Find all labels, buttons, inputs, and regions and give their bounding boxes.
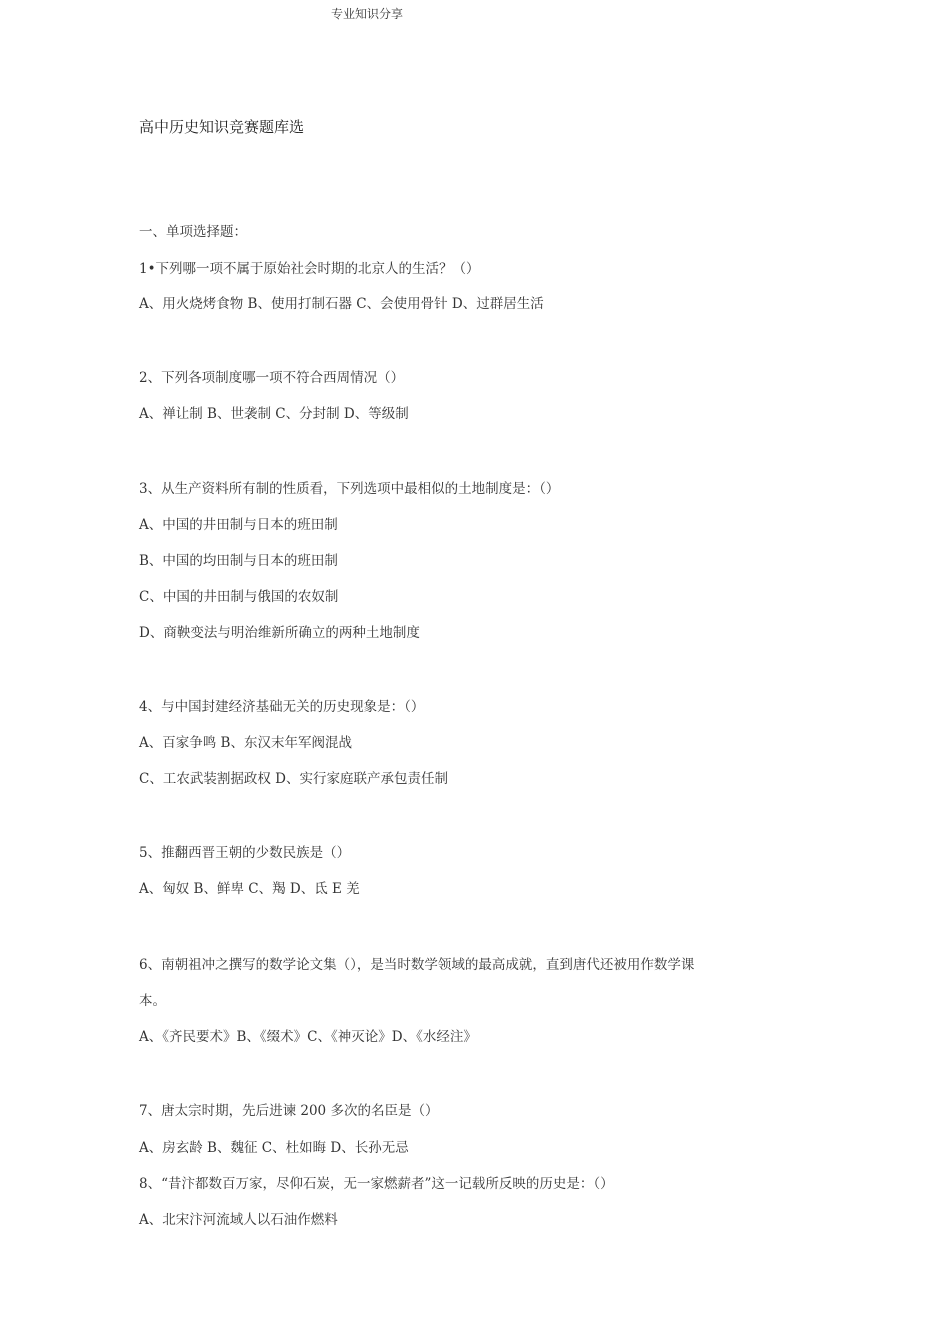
document-title: 高中历史知识竞赛题库选	[139, 118, 305, 136]
question-1-stem: 1•下列哪一项不属于原始社会时期的北京人的生活？（）	[139, 261, 480, 277]
question-4-stem: 4、与中国封建经济基础无关的历史现象是：（）	[139, 699, 425, 715]
question-4-options-cd: C、工农武装割据政权 D、实行家庭联产承包责任制	[139, 771, 448, 787]
question-3-option-b: B、中国的均田制与日本的班田制	[139, 553, 338, 569]
question-3-stem: 3、从生产资料所有制的性质看，下列选项中最相似的土地制度是：（）	[139, 481, 560, 497]
question-6-options: A、《齐民要术》B、《缀术》C、《神灭论》D、《水经注》	[139, 1029, 477, 1045]
question-6-stem-line2: 本。	[139, 993, 166, 1009]
question-4-options-ab: A、百家争鸣 B、东汉末年军阀混战	[139, 735, 352, 751]
question-3-option-a: A、中国的井田制与日本的班田制	[139, 517, 338, 533]
section-heading: 一、单项选择题：	[139, 224, 247, 240]
question-8-option-a: A、北宋汴河流域人以石油作燃料	[139, 1212, 338, 1228]
question-7-stem: 7、唐太宗时期，先后进谏 200 多次的名臣是（）	[139, 1103, 439, 1119]
question-3-option-c: C、中国的井田制与俄国的农奴制	[139, 589, 339, 605]
question-8-stem: 8、“昔汴都数百万家，尽仰石炭，无一家燃薪者”这一记载所反映的历史是：（）	[139, 1176, 614, 1192]
question-2-stem: 2、下列各项制度哪一项不符合西周情况（）	[139, 370, 405, 386]
question-5-stem: 5、推翻西晋王朝的少数民族是（）	[139, 845, 351, 861]
question-3-option-d: D、商鞅变法与明治维新所确立的两种土地制度	[139, 625, 420, 641]
question-6-stem-line1: 6、南朝祖冲之撰写的数学论文集（），是当时数学领域的最高成就，直到唐代还被用作数学课	[139, 957, 695, 973]
question-1-options: A、用火烧烤食物 B、使用打制石器 C、会使用骨针 D、过群居生活	[139, 296, 544, 312]
question-7-options: A、房玄龄 B、魏征 C、杜如晦 D、长孙无忌	[139, 1140, 409, 1156]
question-2-options: A、禅让制 B、世袭制 C、分封制 D、等级制	[139, 406, 409, 422]
header-tag: 专业知识分享	[331, 7, 404, 21]
question-5-options: A、匈奴 B、鲜卑 C、羯 D、氐 E 羌	[139, 881, 360, 897]
